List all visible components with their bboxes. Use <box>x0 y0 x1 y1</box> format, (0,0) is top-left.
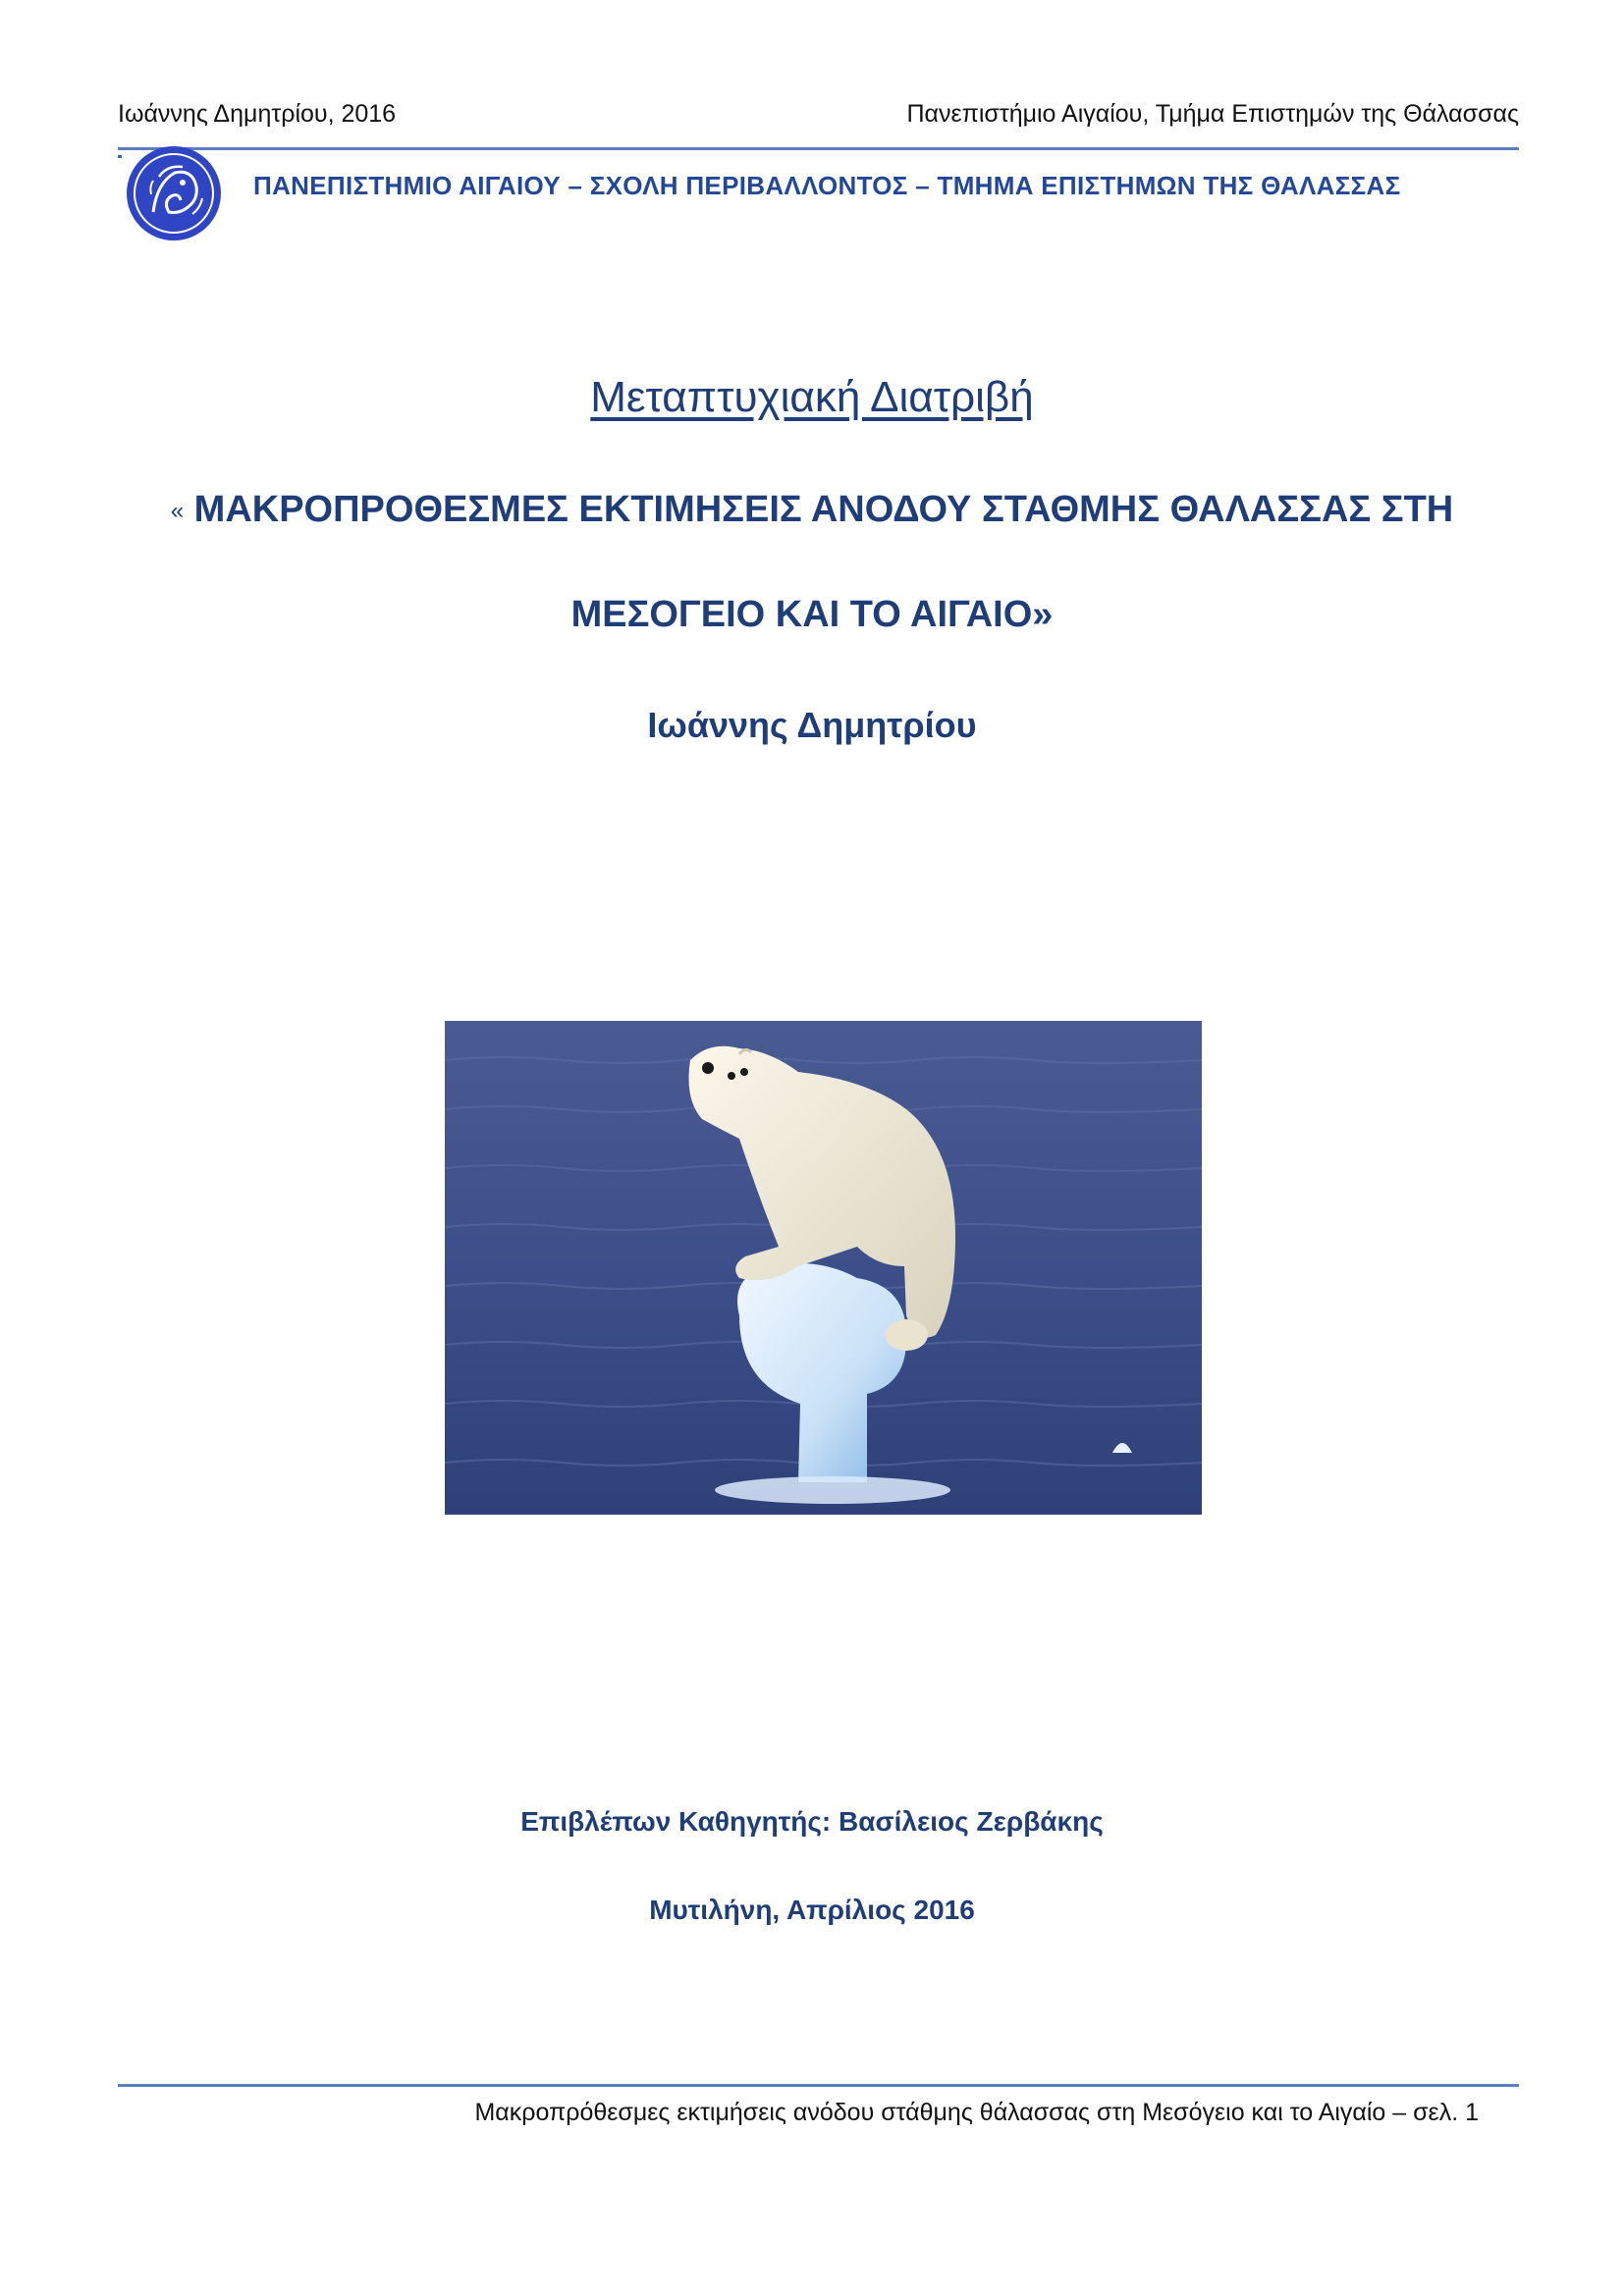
footer-divider <box>118 2084 1519 2087</box>
header-divider-accent <box>118 155 122 158</box>
footer-running-title: Μακροπρόθεσμες εκτιμήσεις ανόδου στάθμης θάλασσας στη Μεσόγειο και το Αιγαίο – σελ. 1 <box>474 2099 1479 2126</box>
opening-quote: « <box>170 498 185 524</box>
supervisor-line: Επιβλέπων Καθηγητής: Βασίλειος Ζερβάκης <box>520 1806 1104 1837</box>
school-department-line: ΠΑΝΕΠΙΣΤΗΜΙΟ ΑΙΓΑΙΟΥ – ΣΧΟΛΗ ΠΕΡΙΒΑΛΛΟΝΤΟΣ – ΤΜΗΜΑ ΕΠΙΣΤΗΜΩΝ ΤΗΣ ΘΑΛΑΣΣΑΣ <box>253 171 1401 200</box>
thesis-title-line-1 <box>0 489 1624 531</box>
header-divider <box>118 147 1519 150</box>
thesis-type-heading: Μεταπτυχιακή Διατριβή <box>590 373 1034 421</box>
thesis-author: Ιωάννης Δημητρίου <box>647 705 977 745</box>
thesis-title-text-1: ΜΑΚΡΟΠΡΟΘΕΣΜΕΣ ΕΚΤΙΜΗΣΕΙΣ ΑΝΟΔΟΥ ΣΤΑΘΜΗΣ ΘΑΛΑΣΣΑΣ ΣΤΗ <box>193 489 1454 530</box>
place-date-line: Μυτιλήνη, Απρίλιος 2016 <box>649 1895 975 1925</box>
university-seal-icon <box>124 143 224 243</box>
header-author-year: Ιωάννης Δημητρίου, 2016 <box>118 100 397 128</box>
cover-photo-polar-bear <box>445 1021 1202 1515</box>
header-institution: Πανεπιστήμιο Αιγαίου, Τμήμα Επιστημών της Θάλασσας <box>906 100 1519 128</box>
thesis-title-line-2: ΜΕΣΟΓΕΙΟ ΚΑΙ ΤΟ ΑΙΓΑΙΟ» <box>570 594 1054 635</box>
